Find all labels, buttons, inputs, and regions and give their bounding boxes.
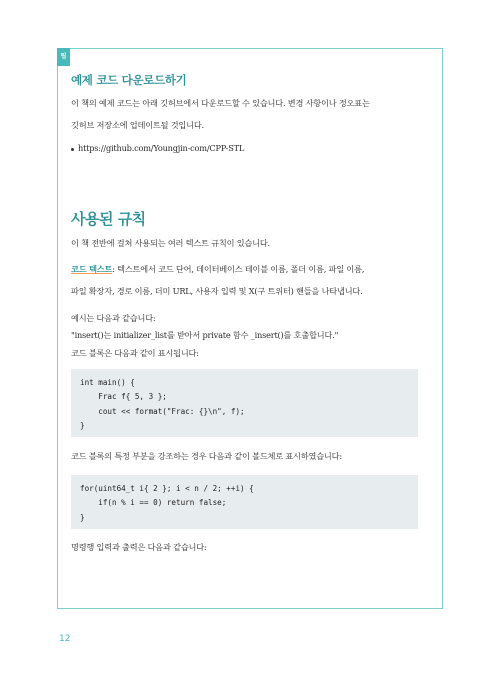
code-block-bold bbox=[71, 475, 418, 529]
repo-link-item[interactable] bbox=[71, 143, 244, 153]
code-text-desc1: : 텍스트에서 코드 단어, 데이터베이스 테이블 이름, 폴더 이름, 파일 이름, bbox=[112, 264, 365, 274]
page-number: 12 bbox=[59, 634, 71, 644]
code-text-line1 bbox=[71, 264, 364, 275]
code-block-main bbox=[71, 369, 418, 437]
code-text-line2: 파일 확장자, 경로 이름, 더미 URL, 사용자 입력 및 X(구 트위터) 핸들을 나타냅니다. bbox=[71, 286, 363, 296]
code-line: cout << format("Frac: {}\n", f); bbox=[80, 406, 245, 416]
example-quote: "insert()는 initializer_list를 받아서 private 함수 _insert()를 호출합니다." bbox=[71, 330, 339, 340]
code-text-label: 코드 텍스트 bbox=[71, 264, 113, 274]
bullet-icon bbox=[71, 148, 74, 151]
code-line: } bbox=[80, 512, 85, 522]
bold-intro: 코드 블록의 특정 부분을 강조하는 경우 다음과 같이 볼드체로 표시하였습니다: bbox=[71, 451, 342, 461]
code-block-intro: 코드 블록은 다음과 같이 표시됩니다: bbox=[71, 348, 199, 358]
code-line: if(n % i == 0) return false; bbox=[80, 498, 227, 508]
download-line2: 깃허브 저장소에 업데이트될 것입니다. bbox=[71, 120, 204, 130]
download-line1: 이 책의 예제 코드는 아래 깃허브에서 다운로드할 수 있습니다. 변경 사항이나 정오표는 bbox=[71, 98, 370, 108]
cli-intro: 명령행 입력과 출력은 다음과 같습니다: bbox=[71, 542, 207, 552]
example-intro: 예시는 다음과 같습니다: bbox=[71, 313, 156, 323]
rules-intro: 이 책 전반에 걸쳐 사용되는 여러 텍스트 규칙이 있습니다. bbox=[71, 238, 270, 248]
code-line: for(uint64_t i{ 2 }; i < n / 2; ++i) { bbox=[80, 484, 254, 493]
section-tab: 팁 bbox=[57, 48, 70, 66]
repo-link[interactable]: https://github.com/Youngjin-com/CPP-STL bbox=[78, 143, 245, 153]
code-line: int main() { bbox=[80, 378, 135, 387]
code-line: } bbox=[80, 420, 85, 430]
rules-heading: 사용된 규칙 bbox=[71, 210, 146, 228]
download-heading: 예제 코드 다운로드하기 bbox=[71, 73, 187, 87]
code-line: Frac f{ 5, 3 }; bbox=[80, 392, 167, 402]
